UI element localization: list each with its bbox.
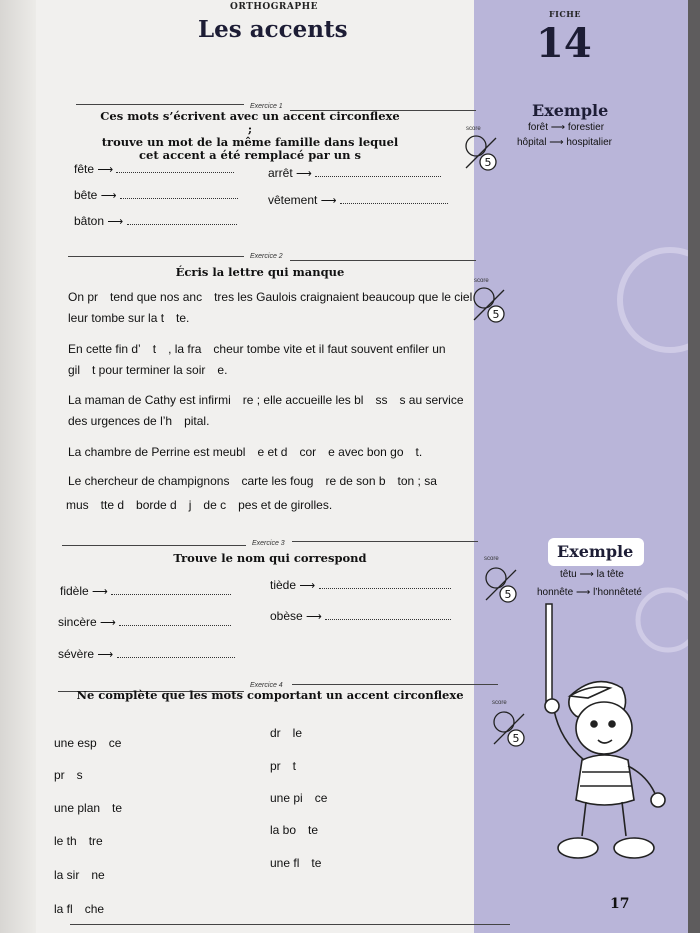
word: fête [74,162,95,176]
score-badge [490,710,526,748]
exercise-instruction [100,110,400,162]
text-line: La maman de Cathy est infirmi re ; elle accueille les bl ss s au service [68,393,464,407]
word-item: la bo te [270,823,319,837]
blank-slot[interactable] [231,395,243,404]
score-label: score [492,700,507,706]
blank-slot[interactable] [80,365,92,374]
blank-slot[interactable] [303,793,315,802]
blank-slot[interactable] [77,836,89,845]
example-word: honnête [537,587,574,598]
separator [292,541,478,542]
arrow-icon: ⟶ [550,122,566,133]
word-item: pr t [270,759,297,773]
word: bâton [74,214,105,228]
text-line: des urgences de l’h pital. [68,414,210,428]
word-item: pr s [54,768,83,782]
example-title: Exemple [532,101,609,120]
score-value: 5 [512,732,520,745]
word: tiède [270,578,297,592]
arrow-icon: ⟶ [97,164,114,176]
arrow-icon: ⟶ [299,580,316,592]
separator [290,260,476,261]
answer-row [270,609,451,623]
binding-edge [0,0,36,933]
score-value: 5 [492,308,500,321]
score-badge [482,566,518,604]
blank-slot[interactable] [287,447,299,456]
score-value: 5 [504,588,512,601]
blank-slot[interactable] [296,825,308,834]
separator [292,684,498,685]
blank-slot[interactable] [281,761,293,770]
word-item: une pi ce [270,791,328,805]
arrow-icon: ⟶ [320,195,337,207]
blank-slot[interactable] [404,447,416,456]
score-label: score [474,278,489,284]
blank-slot[interactable] [79,870,91,879]
blank-slot[interactable] [387,395,399,404]
text-line: leur tombe sur la t te. [68,311,190,325]
answer-line[interactable] [116,164,234,173]
blank-slot[interactable] [202,292,214,301]
word: vêtement [268,193,318,207]
exercise-label: Exercice 4 [250,682,283,689]
answer-row [268,193,448,207]
exercise-label: Exercice 2 [250,253,283,260]
example-line [517,137,612,148]
text-line: gil t pour terminer la soir e. [68,363,228,377]
blank-slot[interactable] [98,292,110,301]
blank-slot[interactable] [205,365,217,374]
answer-row [58,615,231,629]
exercise-instruction: Ne complète que les mots comportant un accent circonflexe [76,688,464,702]
blank-slot[interactable] [141,344,153,353]
blank-slot[interactable] [177,500,189,509]
separator [76,104,244,105]
answer-row [58,647,235,661]
example-result: la tête [596,569,624,580]
answer-line[interactable] [117,649,235,658]
blank-slot[interactable] [191,500,203,509]
score-badge [470,286,506,324]
example-result: forestier [567,122,605,133]
page-number: 17 [610,896,630,912]
blank-slot[interactable] [245,447,257,456]
blank-slot[interactable] [164,313,176,322]
text-line: Le chercheur de champignons carte les foug re de son b ton ; sa [68,474,437,488]
instruction-line: trouve un mot de la même famille dans lequel [101,135,399,149]
word-item: la fl che [54,902,105,916]
word-item: une esp ce [54,736,122,750]
separator [70,924,510,925]
example-title: Exemple [557,542,634,561]
exercise-label: Exercice 3 [252,540,285,547]
word-item: la sir ne [54,868,105,882]
score-badge [462,134,498,172]
example-line [528,122,604,133]
answer-row [60,584,231,598]
blank-slot[interactable] [316,447,328,456]
blank-slot[interactable] [313,476,325,485]
arrow-icon: ⟶ [107,216,124,228]
answer-row [270,578,451,592]
blank-slot[interactable] [299,858,311,867]
boy-mascot-illustration [530,600,680,870]
word: fidèle [60,584,89,598]
blank-slot[interactable] [100,803,112,812]
blank-slot[interactable] [386,476,398,485]
instruction-line: cet accent a été remplacé par un s [139,148,361,162]
example-line [560,569,624,580]
arrow-icon: ⟶ [92,586,108,598]
exercise-instruction: Écris la lettre qui manque [175,265,345,279]
instruction-line: Ces mots s’écrivent avec un accent circonflexe ; [100,109,400,136]
blank-slot[interactable] [156,344,168,353]
text-line: On pr tend que nos anc tres les Gaulois craignaient beaucoup que le ciel [68,290,473,304]
blank-slot[interactable] [124,500,136,509]
arrow-icon: ⟶ [97,649,114,661]
blank-slot[interactable] [73,904,85,913]
example-word: têtu [560,569,577,580]
word: arrêt [268,166,293,180]
arrow-icon: ⟶ [579,569,594,580]
answer-line[interactable] [315,168,441,177]
answer-line[interactable] [120,190,238,199]
blank-slot[interactable] [226,500,238,509]
arrow-icon: ⟶ [575,587,591,598]
separator [68,256,244,257]
answer-row [74,162,234,176]
blank-slot[interactable] [363,395,375,404]
arrow-icon: ⟶ [296,168,312,180]
separator [62,545,246,546]
blank-slot[interactable] [89,500,101,509]
blank-slot[interactable] [172,416,184,425]
page-title: Les accents [198,16,348,43]
word: sincère [58,615,97,629]
word: obèse [270,609,303,623]
example-word: hôpital [517,137,547,148]
arrow-icon: ⟶ [100,190,117,202]
word-item: le th tre [54,834,103,848]
score-label: score [466,126,481,132]
blank-slot[interactable] [65,770,77,779]
section-label: ORTHOGRAPHE [230,2,318,12]
answer-line[interactable] [127,216,237,225]
fiche-label: FICHE [549,9,581,19]
answer-row [74,214,237,228]
example-result: hospitalier [566,137,612,148]
exercise-label: Exercice 1 [250,103,283,110]
word-item: dr le [270,726,303,740]
score-value: 5 [484,156,492,169]
blank-slot[interactable] [97,738,109,747]
blank-slot[interactable] [201,344,213,353]
example-word: forêt [528,122,549,133]
arrow-icon: ⟶ [306,611,322,623]
answer-row [268,166,441,180]
text-line: En cette fin d’ t , la fra cheur tombe vite et il faut souvent enfiler un [68,342,446,356]
answer-line[interactable] [319,580,451,589]
text-line: mus tte d borde d j de c pes et de girolles. [66,498,333,512]
answer-line[interactable] [340,195,448,204]
arrow-icon: ⟶ [100,617,116,629]
exercise-instruction: Trouve le nom qui correspond [173,551,367,565]
blank-slot[interactable] [229,476,241,485]
answer-line[interactable] [111,586,231,595]
decorative-circle [610,240,688,360]
word: bête [74,188,98,202]
score-label: score [484,556,499,562]
fiche-number: 14 [536,20,592,67]
answer-line[interactable] [325,611,451,620]
example-result: l’honnêteté [593,587,642,598]
word: sévère [58,647,95,661]
blank-slot[interactable] [281,728,293,737]
word-item: une fl te [270,856,322,870]
word-item: une plan te [54,801,123,815]
arrow-icon: ⟶ [549,137,564,148]
text-line: La chambre de Perrine est meubl e et d cor e avec bon go t. [68,445,423,459]
answer-line[interactable] [119,617,231,626]
answer-row [74,188,238,202]
